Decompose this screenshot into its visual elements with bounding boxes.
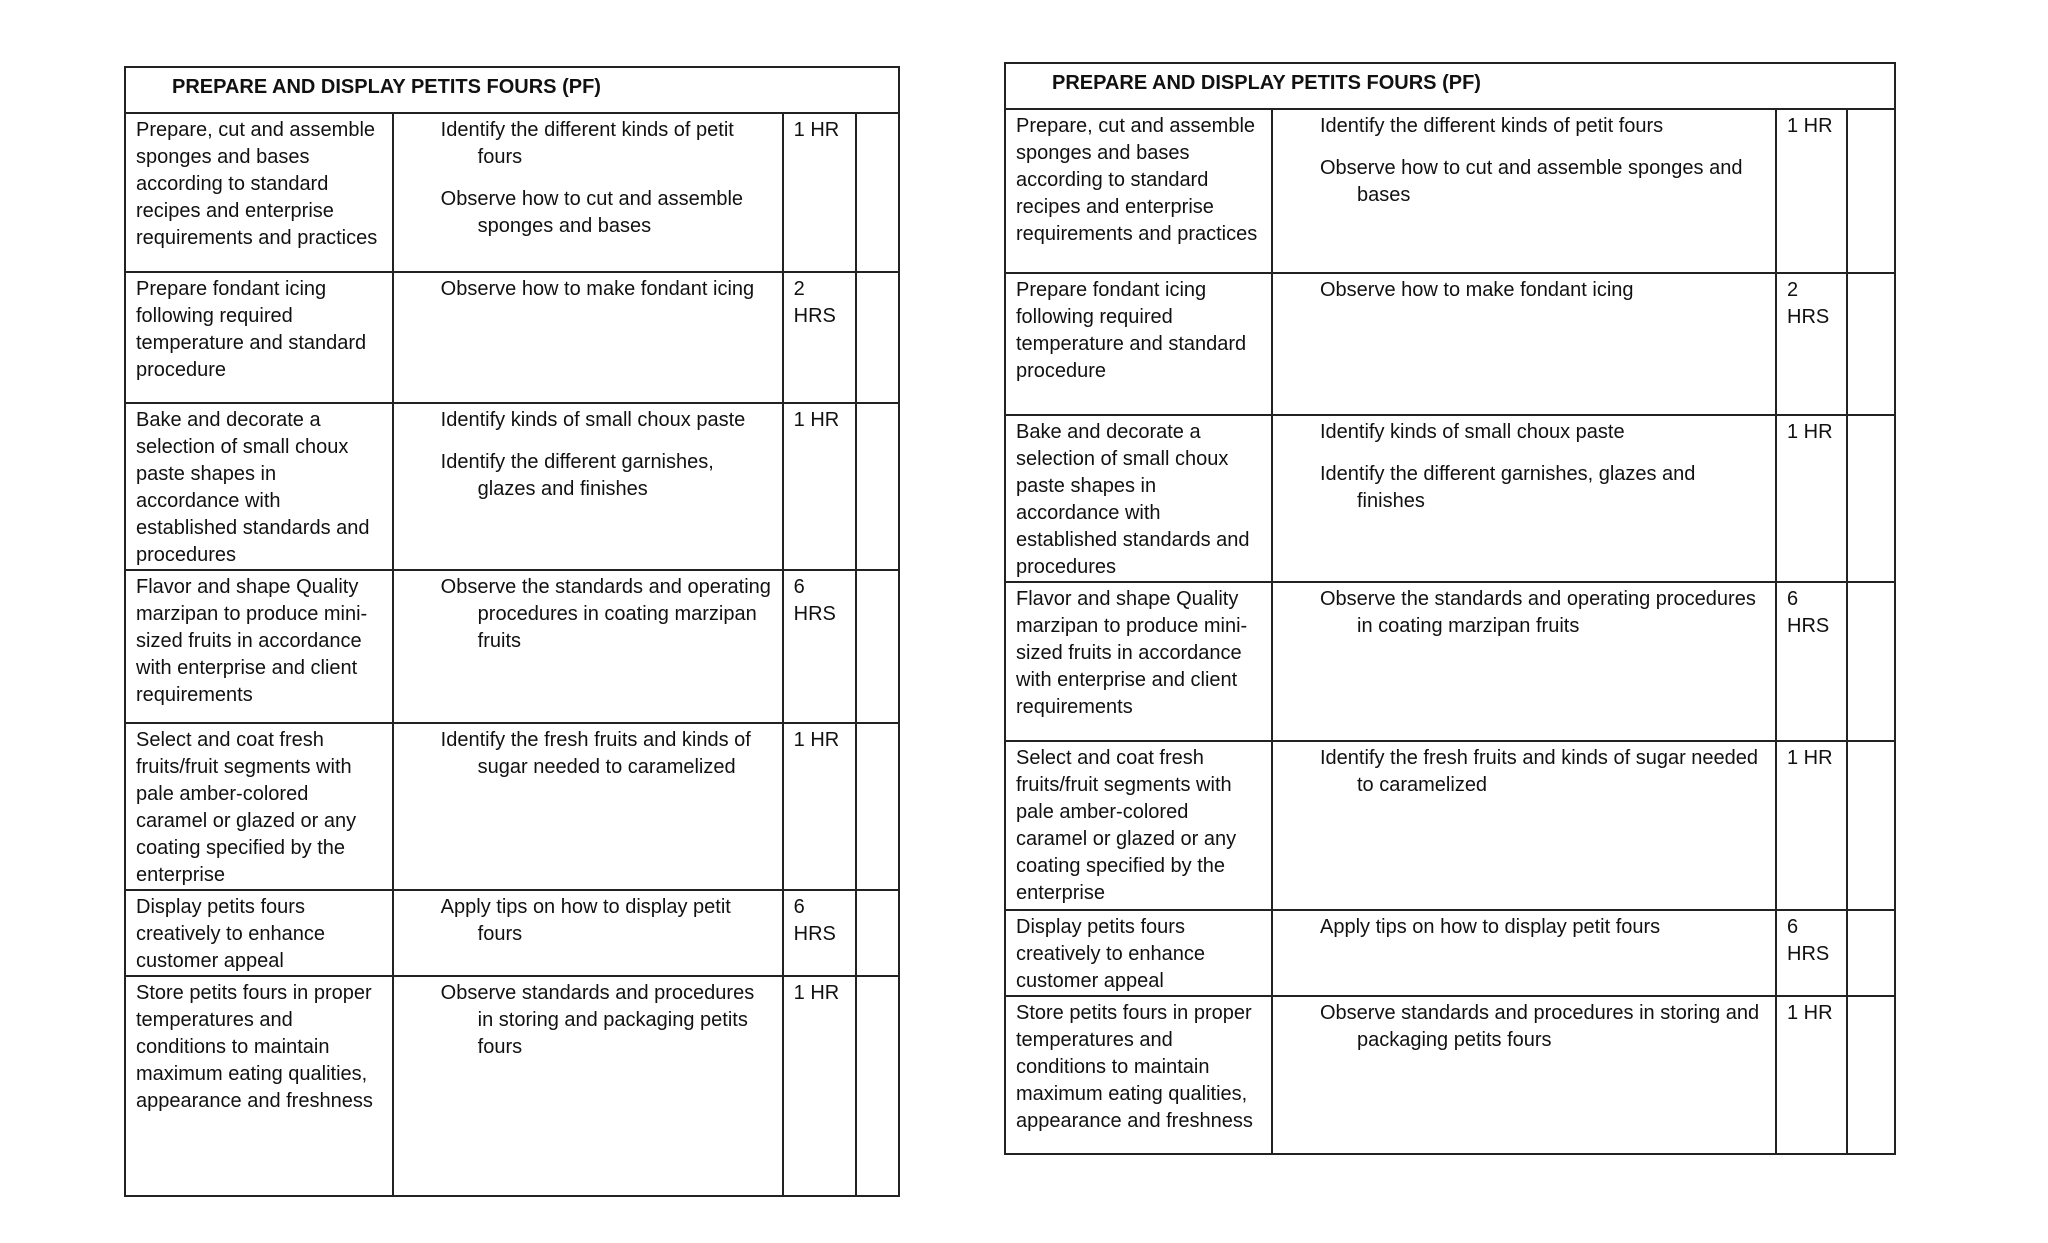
- objective-text: Identify the fresh fruits and kinds of sugar needed to caramelized: [440, 729, 751, 778]
- competency-cell: Prepare fondant icing following required temperature and standard procedure: [1005, 273, 1272, 415]
- objective-text: Observe the standards and operating procedures in coating marzipan fruits: [440, 576, 771, 652]
- objective-text: Apply tips on how to display petit fours: [1320, 916, 1661, 938]
- petits-fours-table-left: [124, 66, 900, 1197]
- competency-cell: Select and coat fresh fruits/fruit segments with pale amber-colored caramel or glazed or any coating specified by the enterprise: [125, 723, 393, 890]
- table-row: [125, 976, 899, 1196]
- competency-cell: Display petits fours creatively to enhance customer appeal: [1005, 910, 1272, 996]
- table-row: [1005, 741, 1895, 910]
- objectives-cell: [1272, 273, 1776, 415]
- blank-cell: [856, 570, 899, 723]
- objectives-cell: [393, 403, 783, 570]
- objectives-cell: [1272, 109, 1776, 273]
- objectives-cell: [393, 272, 783, 403]
- duration-cell: 2 HRS: [1776, 273, 1847, 415]
- competency-cell: Bake and decorate a selection of small choux paste shapes in accordance with established standards and procedures: [125, 403, 393, 570]
- duration-cell: 6 HRS: [783, 890, 856, 976]
- table-row: [125, 272, 899, 403]
- blank-cell: [1847, 109, 1895, 273]
- objective-text: Observe how to cut and assemble sponges and bases: [1320, 157, 1743, 206]
- competency-cell: Store petits fours in proper temperatures and conditions to maintain maximum eating qualities, appearance and freshness: [1005, 996, 1272, 1154]
- table-row: [1005, 910, 1895, 996]
- blank-cell: [856, 723, 899, 890]
- objective-text: Identify kinds of small choux paste: [1320, 421, 1625, 443]
- table-row: [1005, 273, 1895, 415]
- objectives-cell: [1272, 415, 1776, 582]
- competency-cell: Store petits fours in proper temperatures and conditions to maintain maximum eating qualities, appearance and freshness: [125, 976, 393, 1196]
- table-row: [125, 403, 899, 570]
- duration-cell: 1 HR: [783, 113, 856, 272]
- blank-cell: [1847, 910, 1895, 996]
- table-title-row: [1005, 63, 1895, 109]
- table-row: [125, 113, 899, 272]
- objectives-cell: [1272, 996, 1776, 1154]
- objective-text: Identify the different kinds of petit fours: [440, 119, 734, 168]
- duration-cell: 6 HRS: [1776, 582, 1847, 741]
- blank-cell: [856, 976, 899, 1196]
- objective-text: Observe how to make fondant icing: [1320, 279, 1634, 301]
- duration-cell: 6 HRS: [783, 570, 856, 723]
- objective-text: Observe how to cut and assemble sponges and bases: [440, 188, 744, 237]
- table-title-row: [125, 67, 899, 113]
- objectives-cell: [393, 723, 783, 890]
- objectives-cell: [393, 976, 783, 1196]
- objectives-cell: [393, 890, 783, 976]
- objective-text: Observe standards and procedures in storing and packaging petits fours: [1320, 1002, 1760, 1051]
- objective-text: Observe the standards and operating procedures in coating marzipan fruits: [1320, 588, 1756, 637]
- table-row: [1005, 582, 1895, 741]
- table-row: [125, 723, 899, 890]
- blank-cell: [856, 403, 899, 570]
- competency-cell: Select and coat fresh fruits/fruit segments with pale amber-colored caramel or glazed or any coating specified by the enterprise: [1005, 741, 1272, 910]
- objectives-cell: [393, 113, 783, 272]
- table-row: [125, 570, 899, 723]
- objectives-cell: [1272, 910, 1776, 996]
- objective-text: Identify kinds of small choux paste: [440, 409, 746, 431]
- objective-text: Identify the different kinds of petit fours: [1320, 115, 1664, 137]
- objectives-cell: [1272, 741, 1776, 910]
- table-title: PREPARE AND DISPLAY PETITS FOURS (PF): [125, 67, 899, 113]
- table-row: [1005, 996, 1895, 1154]
- competency-cell: Display petits fours creatively to enhance customer appeal: [125, 890, 393, 976]
- objectives-cell: [1272, 582, 1776, 741]
- blank-cell: [1847, 273, 1895, 415]
- duration-cell: 2 HRS: [783, 272, 856, 403]
- blank-cell: [856, 113, 899, 272]
- duration-cell: 6 HRS: [1776, 910, 1847, 996]
- blank-cell: [1847, 415, 1895, 582]
- blank-cell: [1847, 582, 1895, 741]
- objective-text: Apply tips on how to display petit fours: [440, 896, 731, 945]
- competency-cell: Prepare, cut and assemble sponges and bases according to standard recipes and enterprise requirements and practices: [125, 113, 393, 272]
- objective-text: Observe how to make fondant icing: [440, 278, 755, 300]
- petits-fours-table-right: [1004, 62, 1896, 1155]
- competency-cell: Prepare, cut and assemble sponges and bases according to standard recipes and enterprise requirements and practices: [1005, 109, 1272, 273]
- objectives-cell: [393, 570, 783, 723]
- duration-cell: 1 HR: [1776, 109, 1847, 273]
- competency-cell: Flavor and shape Quality marzipan to produce mini-sized fruits in accordance with enterprise and client requirements: [125, 570, 393, 723]
- blank-cell: [856, 272, 899, 403]
- competency-cell: Prepare fondant icing following required temperature and standard procedure: [125, 272, 393, 403]
- table-row: [1005, 415, 1895, 582]
- objective-text: Identify the different garnishes, glazes and finishes: [440, 451, 714, 500]
- table-title: PREPARE AND DISPLAY PETITS FOURS (PF): [1005, 63, 1895, 109]
- objective-text: Identify the different garnishes, glazes and finishes: [1320, 463, 1696, 512]
- blank-cell: [856, 890, 899, 976]
- competency-cell: Flavor and shape Quality marzipan to produce mini-sized fruits in accordance with enterprise and client requirements: [1005, 582, 1272, 741]
- table-row: [1005, 109, 1895, 273]
- duration-cell: 1 HR: [783, 723, 856, 890]
- duration-cell: 1 HR: [783, 403, 856, 570]
- objective-text: Observe standards and procedures in storing and packaging petits fours: [440, 982, 755, 1058]
- blank-cell: [1847, 996, 1895, 1154]
- duration-cell: 1 HR: [783, 976, 856, 1196]
- competency-cell: Bake and decorate a selection of small choux paste shapes in accordance with established standards and procedures: [1005, 415, 1272, 582]
- table-row: [125, 890, 899, 976]
- objective-text: Identify the fresh fruits and kinds of sugar needed to caramelized: [1320, 747, 1759, 796]
- blank-cell: [1847, 741, 1895, 910]
- duration-cell: 1 HR: [1776, 415, 1847, 582]
- duration-cell: 1 HR: [1776, 741, 1847, 910]
- duration-cell: 1 HR: [1776, 996, 1847, 1154]
